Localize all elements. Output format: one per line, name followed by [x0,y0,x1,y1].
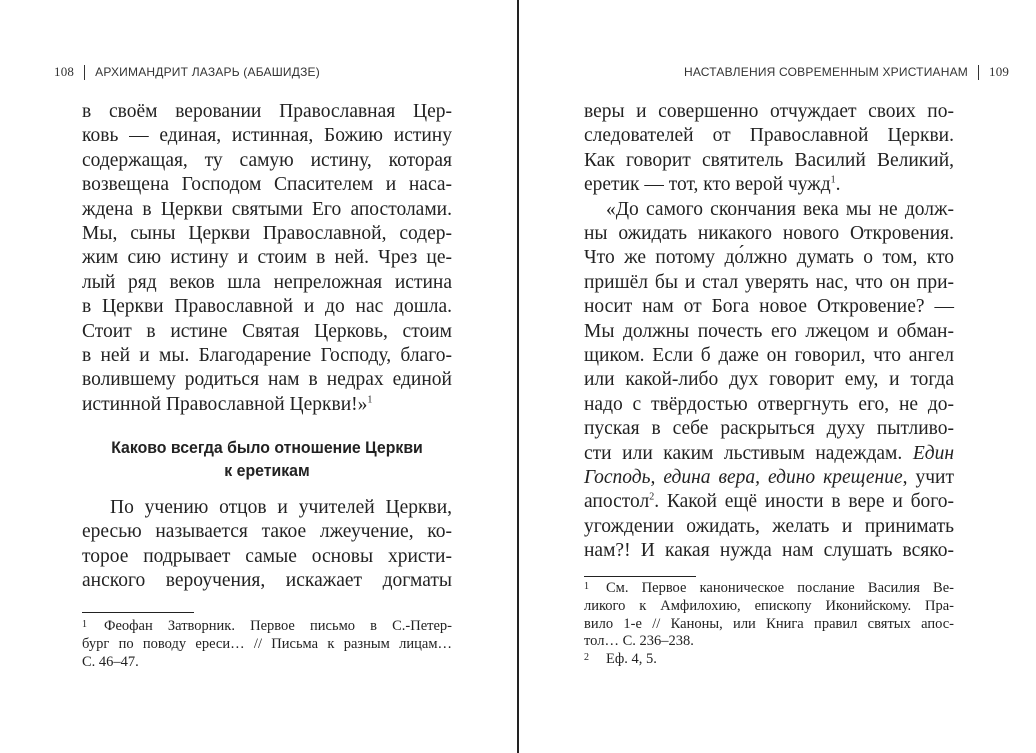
footnote-number: 2 [584,652,589,664]
italic-quote: Един [912,442,955,464]
text-line: или какой-либо дух говорит ему, и тогда [584,369,954,391]
header-divider [978,65,979,80]
footnote-line: вило 1-е // Каноны, или Книга правил святых апос- [584,615,954,632]
footnote-ref: 1 [367,394,373,406]
text-line-content: апостол [584,491,650,513]
text-line [82,393,452,417]
footnote-line [584,580,954,598]
text-line: носит нам от Бога новое Откровение? — [584,296,954,318]
text-line: жим сию истину и стоим в ней. Чрез це- [82,247,452,269]
page-number-left: 108 [54,64,75,79]
text-line-content: еретик — тот, кто верой чужд [584,174,831,196]
text-line: возвещена Господом Спасителем и наса- [82,174,452,196]
text-line: ждена в Церкви святыми Его апостолами. [82,198,452,220]
text-line: пришёл бы и стал уверять нас, что он при- [584,271,954,293]
italic-quote: Господь, едина вера, едино крещение [584,466,903,488]
heading-line-2: к еретикам [224,462,310,480]
text-line: нам?! И какая нужда нам слушать всяко- [584,540,954,562]
text-line: в своём веровании Православная Цер- [82,101,452,122]
footnote-number: 1 [82,619,87,630]
text-line: угождении ожидать, желать и принимать [584,515,954,537]
footnote-number: 1 [584,581,589,592]
text-line: следователей от Православной Церкви. [584,125,954,147]
text-line: анского вероучения, искажает догматы [82,570,452,592]
footnote-rule [82,612,194,613]
text-line: торое подрывает самые основы христи- [82,545,452,567]
footnote-line: С. 46–47. [82,653,139,670]
heading-line-1: Каково всегда было отношение Церкви [111,439,423,457]
footnote-text: См. Первое каноническое послание Василия Ве- [606,580,954,596]
text-line: пуская в себе раскрыться духу пытливо- [584,418,954,440]
text-line: волившему родиться нам в недрах единой [82,369,452,391]
text-line: щиком. Если б даже он говорил, что ангел [584,344,954,366]
header-divider [84,65,85,80]
text-line: в ней и мы. Благодарение Господу, благо- [82,344,452,366]
right-paragraph-2 [584,198,954,564]
left-page [0,0,517,753]
text-line [584,490,954,514]
text-line: По учению отцов и учителей Церкви, [110,497,452,518]
footnote-line: ликого к Амфилохию, епископу Иконийскому. Пра- [584,597,954,614]
text-line: ны ожидать никакого нового Откровения. [584,222,954,244]
text-line-content: истинной Православной Церкви!» [82,393,368,415]
footnote-ref: 2 [649,491,655,503]
footnote-text: Феофан Затворник. Первое письмо в С.-Петер- [104,618,452,634]
text-line: в Церкви Православной и до нас дошла. [82,296,452,318]
text-line-end: . [835,174,841,196]
right-paragraph-1 [584,100,954,198]
text-line [584,466,954,490]
left-running-header [54,64,320,80]
text-line: ковь — единая, истинная, Божию истину [82,125,452,147]
right-page [519,0,1036,753]
text-line [584,442,954,466]
running-head-right: НАСТАВЛЕНИЯ СОВРЕМЕННЫМ ХРИСТИАНАМ [684,65,969,79]
text-line: содержащая, ту самую истину, которая [82,149,452,171]
running-head-left: АРХИМАНДРИТ ЛАЗАРЬ (АБАШИДЗЕ) [95,65,320,79]
page-number-right: 109 [989,64,1010,79]
text-line: ересью называется такое лжеучение, ко- [82,521,452,543]
text-line: Что же потому до́лжно думать о том, кто [584,247,954,269]
text-line [584,173,954,197]
section-heading [89,437,444,483]
right-running-header [684,64,1036,80]
text-line: надо с твёрдостью отвергнуть его, не до- [584,393,954,415]
right-footnotes [584,580,954,669]
text-line: лый ряд веков шла непреложная истина [82,271,452,293]
text-line: Стоит в истине Святая Церковь, стоим [82,320,452,342]
text-line: Как говорит святитель Василий Великий, [584,149,954,171]
left-paragraph-1 [82,100,452,417]
footnote-rule [584,576,696,577]
text-line-content: сти или каким льстивым надеждам. [584,442,903,464]
text-line: «До самого скончания века мы не долж- [606,198,954,220]
text-line-content: . Какой ещё иности в вере и бого- [654,491,954,513]
text-line: веры и совершенно отчуждает своих по- [584,101,954,122]
footnote-text: Еф. 4, 5. [606,651,657,668]
text-line: Мы, сыны Церкви Православной, содер- [82,222,452,244]
footnote-line: бург по поводу ереси… // Письма к разным лицам… [82,635,452,652]
footnote-ref: 1 [830,174,836,186]
text-line: Мы должны почесть его лжецом и обман- [584,320,954,342]
text-line-content: , учит [902,466,954,488]
footnote-line [584,651,954,669]
footnote-line [82,618,452,636]
left-paragraph-2 [82,496,452,594]
left-footnotes [82,618,452,671]
footnote-line: тол… С. 236–238. [584,633,694,650]
